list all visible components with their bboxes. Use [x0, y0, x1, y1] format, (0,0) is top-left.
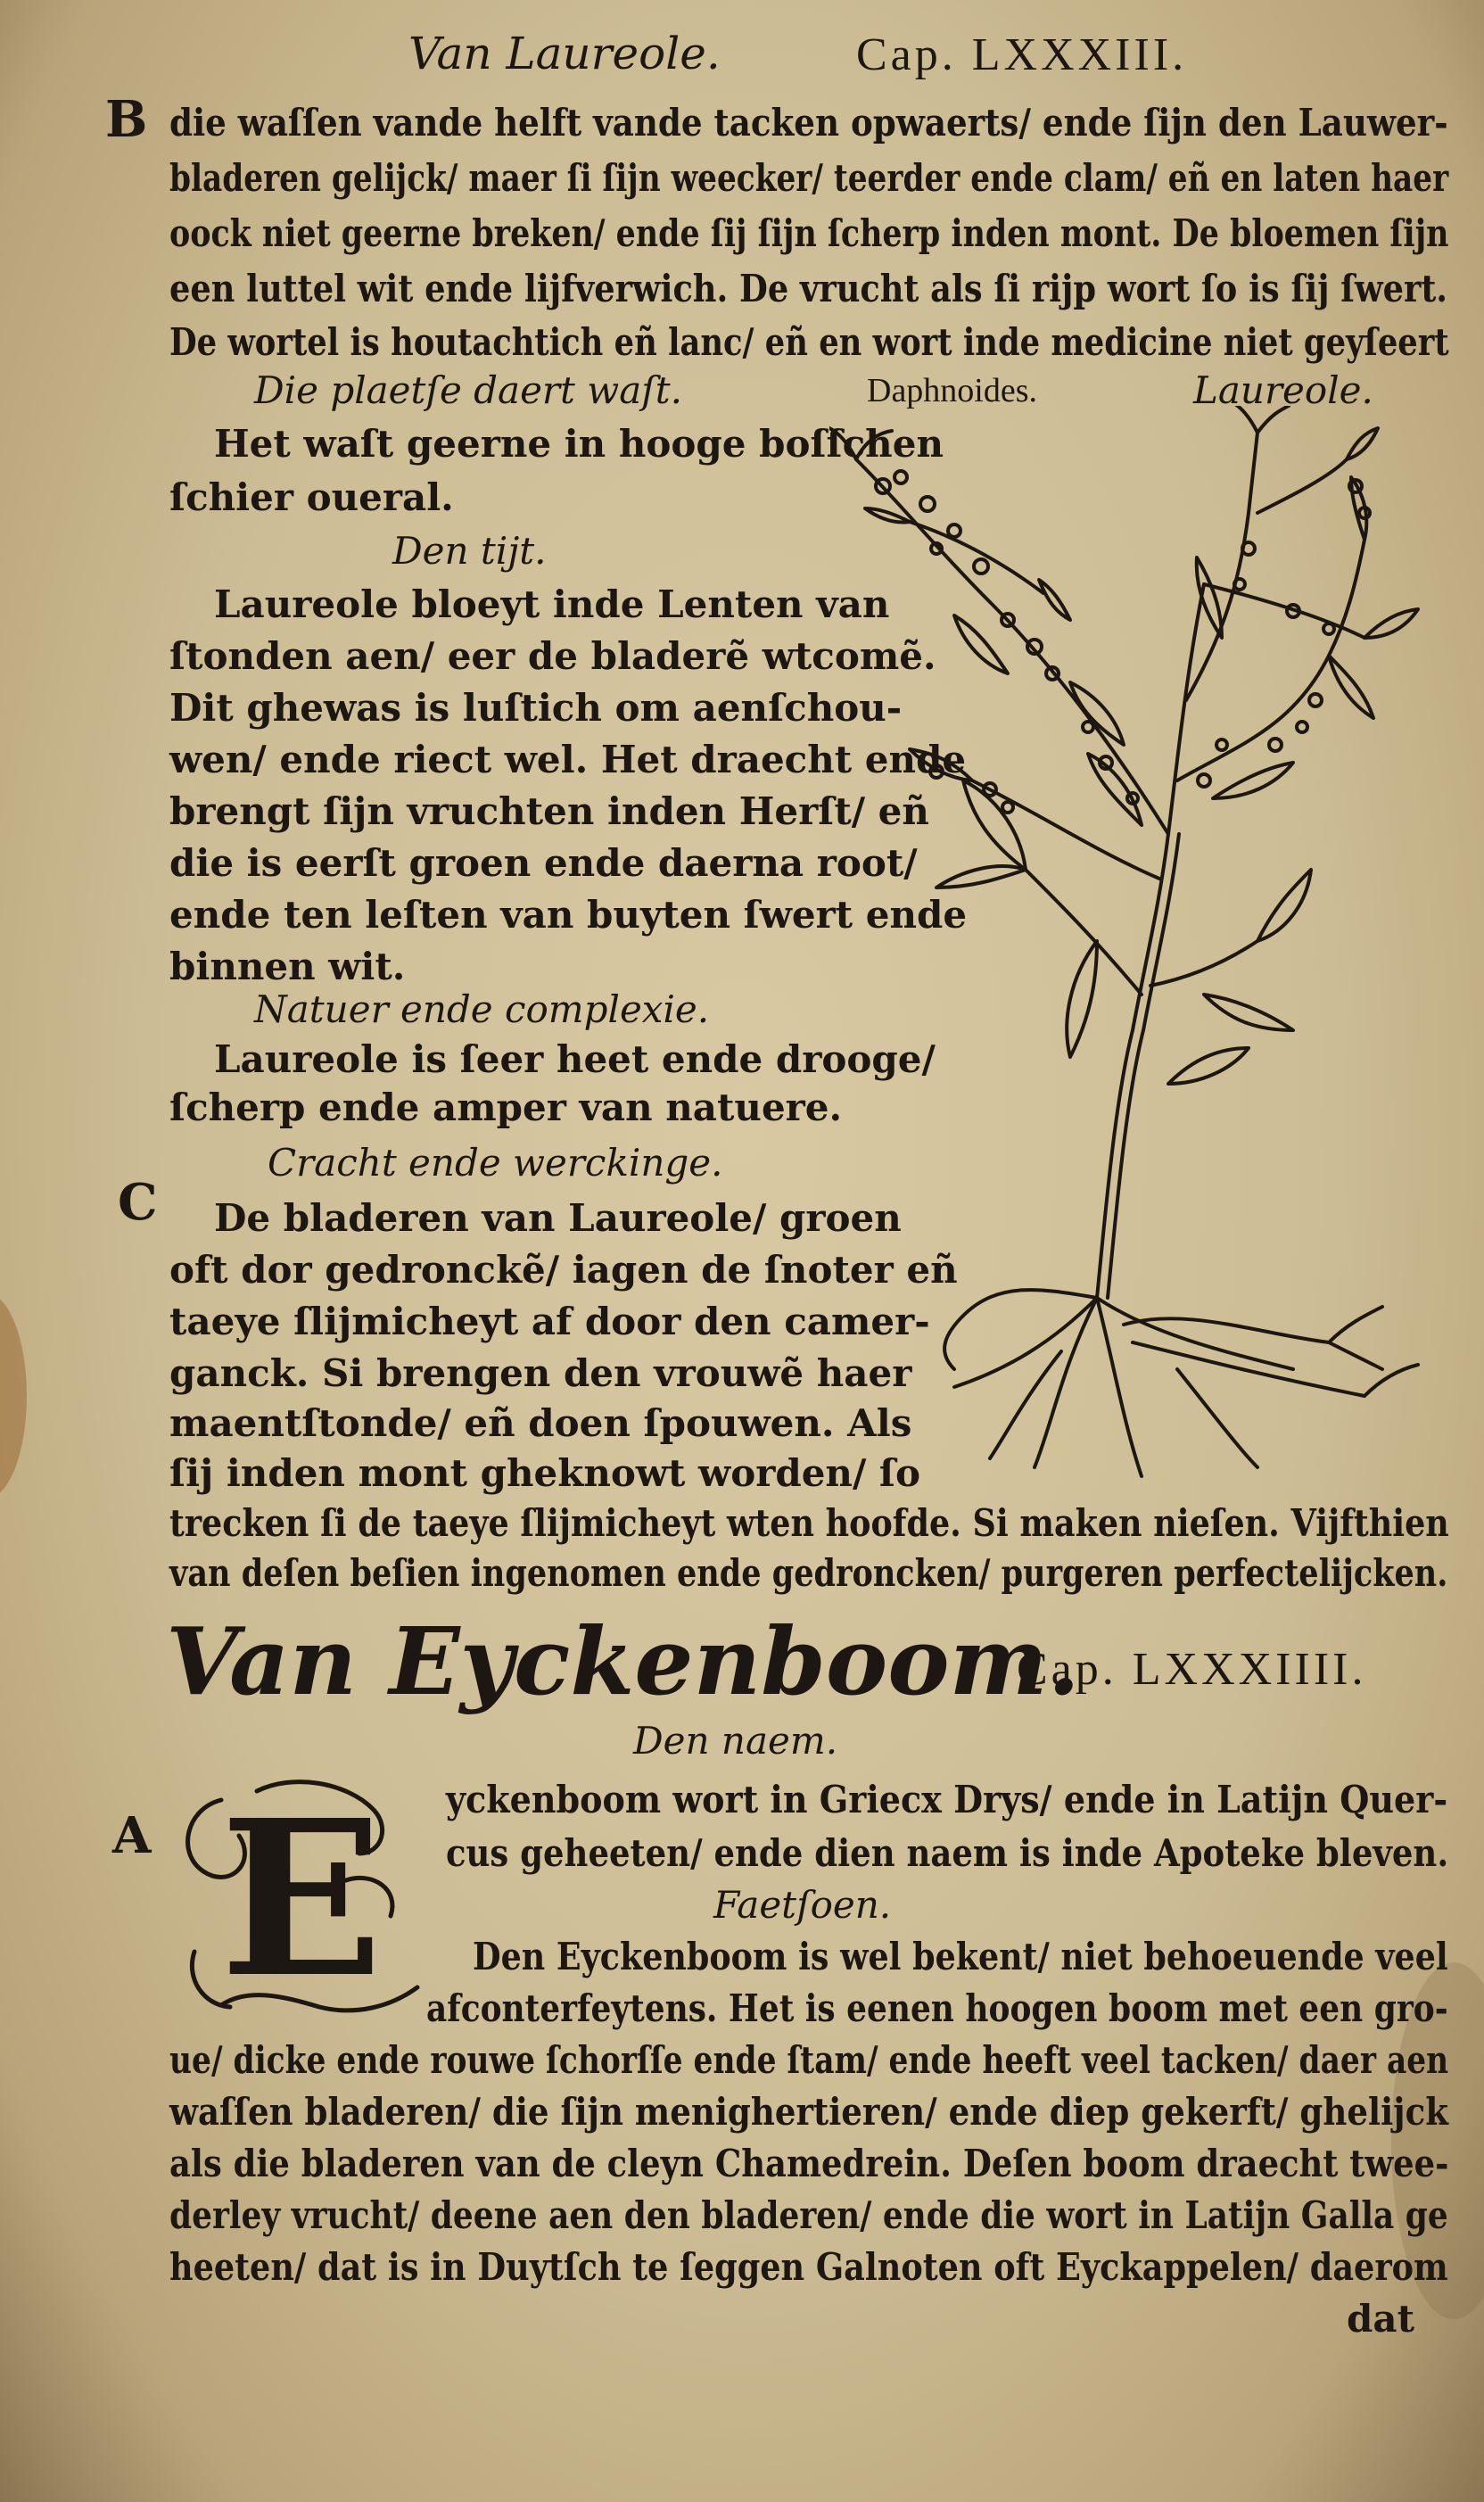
laureole-woodcut-illustration: [829, 406, 1436, 1503]
text-line: bladeren gelijck/ maer ſi ſijn weecker/ teerder ende clam/ eñ en laten haer: [169, 156, 1449, 200]
text-line: ſij inden mont gheknowt worden/ ſo: [169, 1451, 921, 1495]
text-line: die waſſen vande helft vande tacken opwaerts/ ende ſijn den Lauwer-: [169, 101, 1448, 145]
text-line: brengt ſijn vruchten inden Herſt/ eñ: [169, 789, 929, 833]
text-line: ſcherp ende amper van natuere.: [169, 1086, 843, 1129]
text-line: derley vrucht/ deene aen den bladeren/ ende die wort in Latijn Galla ge: [169, 2193, 1448, 2237]
text-line: trecken ſi de taeye ſlijmicheyt wten hoofde. Si maken nieſen. Vijfthien: [169, 1501, 1449, 1545]
initial-letter: E: [219, 1773, 383, 2023]
section-heading: Den naem.: [633, 1719, 838, 1763]
decorated-initial: [168, 1773, 435, 2023]
text-line: De bladeren van Laureole/ groen: [214, 1196, 902, 1240]
text-line: Laureole bloeyt inde Lenten van: [214, 582, 890, 626]
text-line: afconterfeytens. Het is eenen hoogen boom met een gro-: [426, 1986, 1448, 2030]
text-line: binnen wit.: [169, 945, 406, 988]
text-line: ganck. Si brengen den vrouwẽ haer: [169, 1351, 912, 1395]
text-line: Het waſt geerne in hooge boſſchen: [214, 422, 944, 466]
text-line: Dit ghewas is luſtich om aenſchou-: [169, 686, 903, 730]
running-title: Van Laureole.: [408, 28, 721, 79]
section-heading: Die plaetſe daert waſt.: [254, 368, 683, 412]
figure-label-latin: Daphnoides.: [867, 372, 1038, 409]
text-line: maentſtonde/ eñ doen ſpouwen. Als: [169, 1401, 912, 1445]
text-line: die is eerſt groen ende daerna root/: [169, 841, 918, 885]
edge-stain: [0, 1293, 27, 1499]
text-line: taeye ſlijmicheyt af door den camer-: [169, 1300, 930, 1343]
margin-letter-a: A: [112, 1806, 152, 1865]
text-line: ende ten leſten van buyten ſwert ende: [169, 893, 968, 937]
text-line: oft dor gedronckẽ/ iagen de ſnoter eñ: [169, 1248, 958, 1292]
text-line: yckenboom wort in Griecx Drys/ ende in Latijn Quer-: [446, 1778, 1448, 1821]
section-heading: Natuer ende complexie.: [254, 987, 710, 1031]
chapter-number: Cap. LXXXIIII.: [1017, 1644, 1367, 1695]
text-line: ſtonden aen/ eer de bladerẽ wtcomẽ.: [169, 634, 936, 678]
text-line: een luttel wit ende lijfverwich. De vrucht als ſi rijp wort ſo is ſij ſwert.: [169, 267, 1448, 310]
section-heading: Cracht ende werckinge.: [268, 1141, 723, 1185]
text-line: waſſen bladeren/ die ſijn menighertieren/ ende diep gekerft/ ghelijck: [169, 2090, 1448, 2134]
margin-letter-c: C: [118, 1173, 158, 1232]
text-line: Den Eyckenboom is wel bekent/ niet behoeuende veel: [473, 1935, 1448, 1978]
margin-letter-b: B: [105, 90, 148, 149]
text-line: ſchier oueral.: [169, 475, 454, 519]
text-line: cus geheeten/ ende dien naem is inde Apoteke bleven.: [446, 1831, 1449, 1875]
text-line: ue/ dicke ende rouwe ſchorſſe ende ſtam/ ende heeft veel tacken/ daer aen: [169, 2038, 1449, 2082]
text-line: oock niet geerne breken/ ende ſij ſijn ſcherp inden mont. De bloemen ſijn: [169, 211, 1449, 255]
text-line: Laureole is ſeer heet ende drooge/: [214, 1037, 936, 1081]
text-line: heeten/ dat is in Duytſch te ſeggen Galnoten oft Eyckappelen/ daerom: [169, 2245, 1448, 2289]
text-line: als die bladeren van de cleyn Chamedrein. Deſen boom draecht twee-: [169, 2142, 1449, 2185]
chapter-number: Cap. LXXXIII.: [856, 29, 1188, 80]
section-heading: Den tijt.: [392, 529, 547, 573]
text-line: De wortel is houtachtich eñ lanc/ eñ en wort inde medicine niet geyſeert: [169, 320, 1449, 364]
section-heading: Faetſoen.: [713, 1883, 892, 1927]
catchword: dat: [1347, 2297, 1414, 2341]
text-line: van deſen beſien ingenomen ende gedroncken/ purgeren perfectelijcken.: [169, 1551, 1448, 1595]
figure-label-vernacular: Laureole.: [1193, 368, 1373, 412]
chapter-title: Van Eyckenboom.: [166, 1606, 1080, 1716]
text-line: wen/ ende riect wel. Het draecht ende: [169, 738, 967, 781]
